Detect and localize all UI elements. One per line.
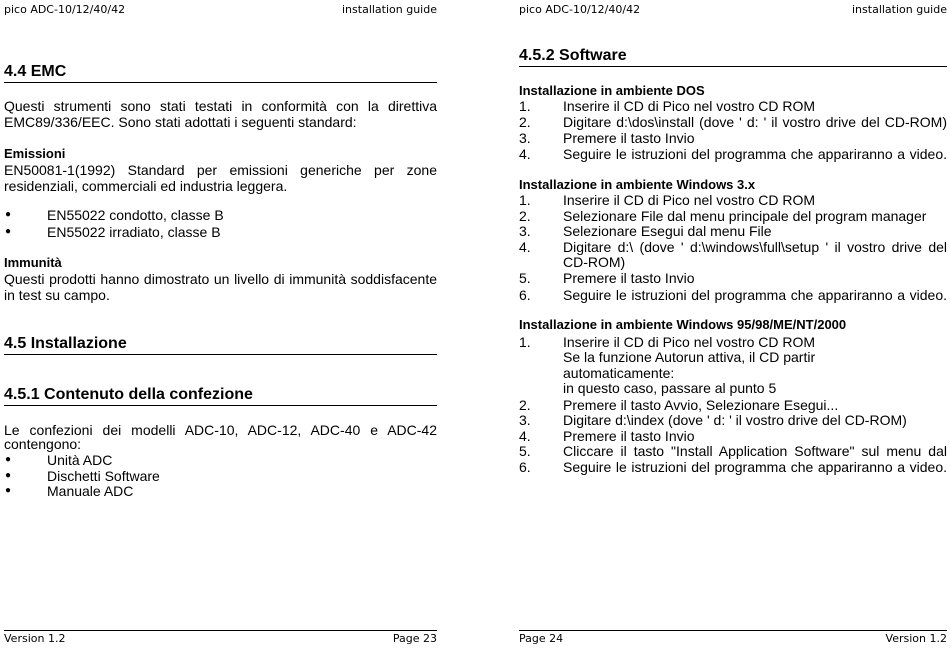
step-text: Se la funzione Autorun attiva, il CD partir [563,349,816,365]
step-text: Selezionare File dal menu principale del program manager [563,208,927,224]
header-product: pico ADC-10/12/40/42 [519,3,641,16]
step-number: 2. [519,397,531,413]
bullet-icon: ● [4,226,12,237]
step-text: Seguire le istruzioni del programma che appariranno a video. [563,287,947,303]
step-text: Inserire il CD di Pico nel vostro CD ROM [563,334,816,350]
emissioni-text-line-2: residenziali, commerciali ed industria leggera. [4,178,288,194]
bullet-icon: ● [4,209,12,220]
footer-page-number: Page 23 [392,632,437,645]
step-text: Digitare d:\ (dove ' d:\windows\full\setup ' il vostro drive del [563,239,947,255]
step-number: 3. [519,223,531,239]
step-text: Seguire le istruzioni del programma che appariranno a video. [563,146,947,162]
page-header [4,3,437,17]
step-number: 2. [519,114,531,130]
header-product: pico ADC-10/12/40/42 [4,3,126,16]
emc-text-line-2: EMC89/336/EEC. Sono stati adottati i seguenti standard: [4,114,357,130]
step-number: 4. [519,239,531,255]
step-number: 1. [519,98,531,114]
header-doc-type: installation guide [342,3,437,16]
page-24 [519,0,947,649]
win95-title: Installazione in ambiente Windows 95/98/ME/NT/2000 [519,317,847,332]
heading-installazione: 4.5 Installazione [4,335,437,355]
step-text: CD-ROM) [563,254,626,270]
step-number: 6. [519,287,531,303]
page-23: pico ADC-10/12/40/42 installation guide 4.4 EMC Questi strumenti sono stati testati in conformità con la direttiva EMC89/336/EEC. Sono stati adottati i seguenti standard: Emissioni EN50081-1(1992) Standard per emissioni generiche per zone residenziali, commerciali ed industria leggera. ● EN55022 condotto, classe B ● EN55022 irradiato, classe B Immunità Questi prodotti hanno dimostrato un livello di immunità soddisfacente in test su campo. 4.5 Installazione 4.5.1 Contenuto della confezione Le confezioni dei modelli ADC-10, ADC-12, ADC-40 e ADC-42 contengono: ● Unità ADC ● Dischetti Software ● Manuale ADC Version 1.2 Page 23 [4,3,437,645]
heading-contenuto-confezione: 4.5.1 Contenuto della confezione [4,386,437,406]
step-text: Seguire le istruzioni del programma che appariranno a video. [563,459,947,475]
step-number: 1. [519,334,531,350]
bullet-icon: ● [4,470,12,481]
footer-version: Version 1.2 [885,632,947,645]
step-text: Digitare d:\index (dove ' d: ' il vostro drive del CD-ROM) [563,412,907,428]
step-number: 5. [519,270,531,286]
immunita-text-line-1: Questi prodotti hanno dimostrato un livello di immunità soddisfacente [4,271,437,287]
step-text: automaticamente: [563,365,675,381]
step-text: Premere il tasto Avvio, Selezionare Esegui... [563,397,839,413]
step-text: Digitare d:\dos\install (dove ' d: ' il vostro drive del CD-ROM) [563,114,947,130]
step-text: Premere il tasto Invio [563,270,695,286]
step-text: Premere il tasto Invio [563,428,695,444]
bullet-icon: ● [4,485,12,496]
footer-page-number: Page 24 [519,632,564,645]
immunita-title: Immunità [4,255,62,270]
footer-version: Version 1.2 [4,632,66,645]
page-footer [519,630,947,647]
page-header [519,3,947,17]
page-footer [4,630,437,647]
step-text: Premere il tasto Invio [563,130,695,146]
step-number: 3. [519,130,531,146]
contents-text-line-1: Le confezioni dei modelli ADC-10, ADC-12, ADC-40 e ADC-42 [4,422,437,438]
step-text: Cliccare il tasto "Install Application Software" sul menu dal [563,443,947,459]
emc-text-line-1: Questi strumenti sono stati testati in conformità con la direttiva [4,98,437,114]
heading-emc: 4.4 EMC [4,63,437,83]
step-text: in questo caso, passare al punto 5 [563,380,777,396]
step-number: 3. [519,412,531,428]
heading-software: 4.5.2 Software [519,47,947,67]
step-number: 2. [519,208,531,224]
step-text: Inserire il CD di Pico nel vostro CD ROM [563,192,816,208]
bullet-icon: ● [4,454,12,465]
dos-title: Installazione in ambiente DOS [519,83,705,98]
emissioni-text-line-1: EN50081-1(1992) Standard per emissioni generiche per zone [4,162,437,178]
step-number: 5. [519,443,531,459]
step-number: 6. [519,459,531,475]
immunita-text-line-2: in test su campo. [4,287,110,303]
step-text: Inserire il CD di Pico nel vostro CD ROM [563,98,816,114]
step-number: 1. [519,192,531,208]
contents-text-line-2: contengono: [4,436,82,452]
step-number: 4. [519,428,531,444]
emissioni-title: Emissioni [4,146,66,161]
step-text: Selezionare Esegui dal menu File [563,223,772,239]
step-number: 4. [519,146,531,162]
header-doc-type: installation guide [852,3,947,16]
win3-title: Installazione in ambiente Windows 3.x [519,177,756,192]
